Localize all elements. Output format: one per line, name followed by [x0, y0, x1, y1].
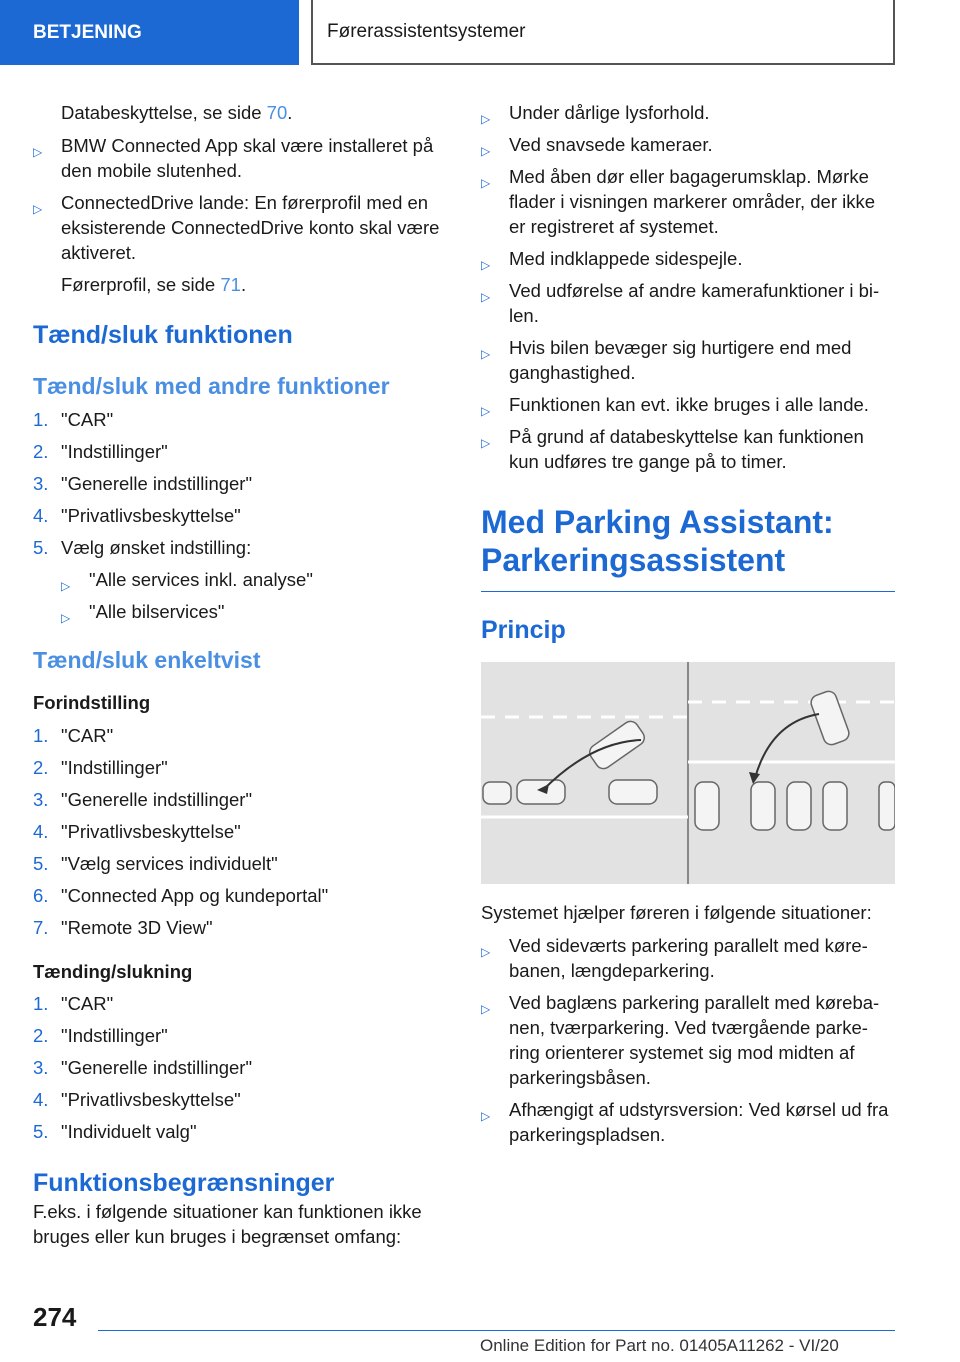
- list-item-text: ConnectedDrive lande: En førerprofil med en eksisterende ConnectedDrive konto skal være aktiveret.: [61, 192, 440, 263]
- heading-prereq: Forindstilling: [33, 692, 151, 713]
- limits-text: F.eks. i følgende situationer kan funktionen ikke bruges eller kun bruges i begrænset omfang:: [33, 1201, 422, 1247]
- list-number: 7.: [33, 917, 49, 938]
- list-item-text: "Individuelt valg": [61, 1121, 197, 1142]
- list-item-text: "Alle services inkl. analyse": [89, 569, 313, 590]
- heading-parking-line-2: Parkeringsassistent: [481, 542, 786, 578]
- sub-list-item: [33, 567, 453, 592]
- list-item: [33, 755, 453, 780]
- list-item: [33, 190, 453, 265]
- list-number: 1.: [33, 409, 49, 430]
- triangle-bullet-icon: ▷: [481, 436, 491, 450]
- chapter-tab: [311, 0, 895, 65]
- list-item-text: "Generelle indstillinger": [61, 1057, 253, 1078]
- heading-onoff: Tænd/sluk funktionen: [33, 321, 293, 349]
- triangle-bullet-icon: ▷: [481, 1109, 491, 1123]
- list-item: [33, 787, 453, 812]
- list-item: [33, 503, 453, 528]
- list-number: 1.: [33, 725, 49, 746]
- list-item: [33, 915, 453, 940]
- heading-parking: [481, 503, 895, 592]
- list-item-text: "Indstillinger": [61, 1025, 168, 1046]
- right-column: [481, 100, 895, 1154]
- list-item: [33, 1023, 453, 1048]
- list-number: 4.: [33, 505, 49, 526]
- triangle-bullet-icon: ▷: [481, 347, 491, 361]
- profile-ref-end: .: [240, 274, 247, 295]
- list-item-text: "Generelle indstillinger": [61, 789, 253, 810]
- list-number: 1.: [33, 993, 49, 1014]
- chapter-title: Førerassistentsystemer: [327, 20, 526, 42]
- triangle-bullet-icon: ▷: [481, 1002, 491, 1016]
- list-item: [33, 471, 453, 496]
- list-item-text: Vælg ønsket indstilling:: [61, 537, 252, 558]
- triangle-bullet-icon: ▷: [481, 144, 491, 158]
- list-item: [33, 133, 453, 183]
- list-item: [33, 1119, 453, 1144]
- list-item: [33, 883, 453, 908]
- triangle-bullet-icon: ▷: [481, 945, 491, 959]
- list-item: [481, 392, 895, 417]
- parking-illustration: [481, 662, 895, 884]
- page-ref-link[interactable]: 71: [220, 274, 241, 295]
- continued-text-end: .: [287, 102, 293, 123]
- section-title: BETJENING: [33, 21, 142, 43]
- list-number: 3.: [33, 473, 49, 494]
- list-item-text: "Remote 3D View": [61, 917, 213, 938]
- list-item: [481, 424, 895, 474]
- left-column: [33, 100, 453, 1249]
- list-item-text: "CAR": [61, 993, 114, 1014]
- list-number: 2.: [33, 441, 49, 462]
- triangle-bullet-icon: ▷: [481, 176, 491, 190]
- list-item-text: Ved baglæns parkering parallelt med køreba-nen, tværparkering. Ved tværgående parke-ring orienterer systemet sig mod midten af parkeringsbåsen.: [509, 992, 880, 1088]
- list-item: [481, 132, 895, 157]
- list-item: [481, 1097, 895, 1147]
- list-item-text: "CAR": [61, 409, 114, 430]
- list-number: 4.: [33, 1089, 49, 1110]
- triangle-bullet-icon: ▷: [61, 579, 71, 593]
- continued-text: [33, 100, 453, 125]
- footer-divider: [98, 1330, 895, 1331]
- list-item-text: "CAR": [61, 725, 114, 746]
- list-item-text: Funktionen kan evt. ikke bruges i alle lande.: [509, 394, 869, 415]
- list-item-text: Ved udførelse af andre kamerafunktioner i bi-len.: [509, 280, 880, 326]
- list-item: [33, 535, 453, 560]
- list-item: [33, 439, 453, 464]
- list-number: 2.: [33, 1025, 49, 1046]
- list-item: [481, 100, 895, 125]
- heading-principle: Princip: [481, 616, 566, 644]
- list-number: 2.: [33, 757, 49, 778]
- heading-switch: Tænding/slukning: [33, 961, 193, 982]
- triangle-bullet-icon: ▷: [481, 404, 491, 418]
- triangle-bullet-icon: ▷: [481, 290, 491, 304]
- list-item-text: "Connected App og kundeportal": [61, 885, 329, 906]
- list-item-text: "Vælg services individuelt": [61, 853, 278, 874]
- triangle-bullet-icon: ▷: [33, 202, 43, 216]
- list-item-text: BMW Connected App skal være installeret på den mobile slutenhed.: [61, 135, 434, 181]
- principle-text: Systemet hjælper føreren i følgende situationer:: [481, 902, 872, 923]
- profile-ref-body: Førerprofil, se side: [61, 274, 221, 295]
- edition-text: Online Edition for Part no. 01405A11262 - VI/20: [480, 1336, 839, 1355]
- list-number: 3.: [33, 789, 49, 810]
- heading-limits: Funktionsbegrænsninger: [33, 1169, 335, 1197]
- list-item-text: Ved snavsede kameraer.: [509, 134, 713, 155]
- list-item: [33, 991, 453, 1016]
- section-tab: [0, 0, 299, 65]
- list-item-text: "Alle bilservices": [89, 601, 225, 622]
- page-ref-link[interactable]: 70: [266, 102, 288, 123]
- list-item: [33, 723, 453, 748]
- list-item: [33, 819, 453, 844]
- list-number: 4.: [33, 821, 49, 842]
- list-item-text: "Indstillinger": [61, 757, 168, 778]
- list-item: [33, 407, 453, 432]
- list-number: 5.: [33, 537, 49, 558]
- list-item: [33, 1087, 453, 1112]
- list-number: 5.: [33, 853, 49, 874]
- profile-ref-text: [33, 272, 453, 297]
- list-item-text: "Indstillinger": [61, 441, 168, 462]
- triangle-bullet-icon: ▷: [481, 258, 491, 272]
- list-item-text: På grund af databeskyttelse kan funktionen kun udføres tre gange på to timer.: [509, 426, 864, 472]
- list-number: 6.: [33, 885, 49, 906]
- list-item-text: Med indklappede sidespejle.: [509, 248, 743, 269]
- list-item-text: Hvis bilen bevæger sig hurtigere end med ganghastighed.: [509, 337, 852, 383]
- list-item: [481, 164, 895, 239]
- triangle-bullet-icon: ▷: [481, 112, 491, 126]
- list-item-text: "Privatlivsbeskyttelse": [61, 821, 241, 842]
- sub-list-item: [33, 599, 453, 624]
- continued-text-body: Databeskyttelse, se side: [61, 102, 267, 123]
- list-item: [481, 278, 895, 328]
- list-item: [33, 851, 453, 876]
- list-item: [481, 246, 895, 271]
- page-number: 274: [33, 1302, 77, 1332]
- list-item: [481, 990, 895, 1090]
- list-number: 5.: [33, 1121, 49, 1142]
- list-item-text: "Generelle indstillinger": [61, 473, 253, 494]
- triangle-bullet-icon: ▷: [61, 611, 71, 625]
- list-item-text: Under dårlige lysforhold.: [509, 102, 710, 123]
- list-item-text: Afhængigt af udstyrsversion: Ved kørsel ud fra parkeringspladsen.: [509, 1099, 889, 1145]
- heading-parking-line-1: Med Parking Assistant:: [481, 504, 834, 540]
- list-item-text: "Privatlivsbeskyttelse": [61, 505, 241, 526]
- list-item-text: "Privatlivsbeskyttelse": [61, 1089, 241, 1110]
- list-number: 3.: [33, 1057, 49, 1078]
- heading-single: Tænd/sluk enkeltvist: [33, 647, 261, 673]
- list-item: [33, 1055, 453, 1080]
- list-item-text: Med åben dør eller bagagerumsklap. Mørke flader i visningen markerer områder, der ikke er registreret af systemet.: [509, 166, 876, 237]
- heading-onoff-other: Tænd/sluk med andre funktioner: [33, 373, 390, 399]
- list-item: [481, 335, 895, 385]
- list-item: [481, 933, 895, 983]
- triangle-bullet-icon: ▷: [33, 145, 43, 159]
- list-item-text: Ved sideværts parkering parallelt med køre-banen, længdeparkering.: [509, 935, 868, 981]
